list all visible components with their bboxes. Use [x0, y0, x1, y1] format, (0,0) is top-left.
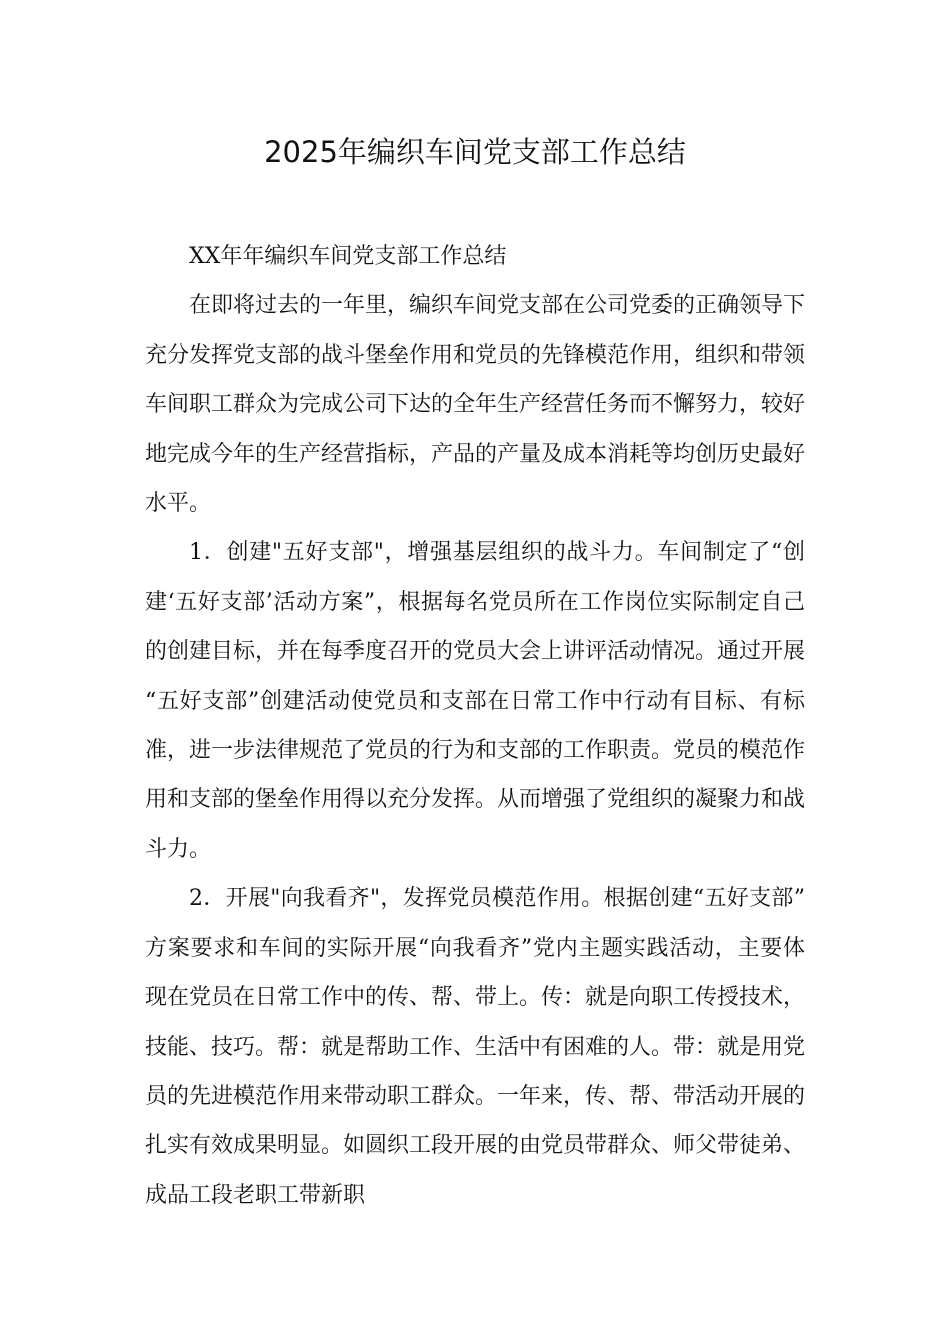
- document-title: 2025年编织车间党支部工作总结: [264, 135, 686, 169]
- section-2-paragraph: 2．开展"向我看齐"，发挥党员模范作用。根据创建“五好支部”方案要求和车间的实际开展“向我看齐”党内主题实践活动，主要体现在党员在日常工作中的传、帮、带上。传：就是向职工传授技术，技能、技巧。帮：就是帮助工作、生活中有困难的人。带：就是用党员的先进模范作用来带动职工群众。一年来，传、帮、带活动开展的扎实有效成果明显。如圆织工段开展的由党员带群众、师父带徒弟、成品工段老职工带新职: [145, 886, 806, 1208]
- intro-paragraph: 在即将过去的一年里，编织车间党支部在公司党委的正确领导下充分发挥党支部的战斗堡垒作用和党员的先锋模范作用，组织和带领车间职工群众为完成公司下达的全年生产经营任务而不懈努力，较好地完成今年的生产经营指标，产品的产量及成本消耗等均创历史最好水平。: [145, 293, 806, 517]
- document-body: [145, 232, 805, 1220]
- section-1-paragraph: 1．创建"五好支部"，增强基层组织的战斗力。车间制定了“创建‘五好支部’活动方案”，根据每名党员所在工作岗位实际制定自己的创建目标，并在每季度召开的党员大会上讲评活动情况。通过开展“五好支部”创建活动使党员和支部在日常工作中行动有目标、有标准，进一步法律规范了党员的行为和支部的工作职责。党员的模范作用和支部的堡垒作用得以充分发挥。从而增强了党组织的凝聚力和战斗力。: [145, 540, 806, 862]
- subtitle-paragraph: XX年年编织车间党支部工作总结: [189, 244, 507, 269]
